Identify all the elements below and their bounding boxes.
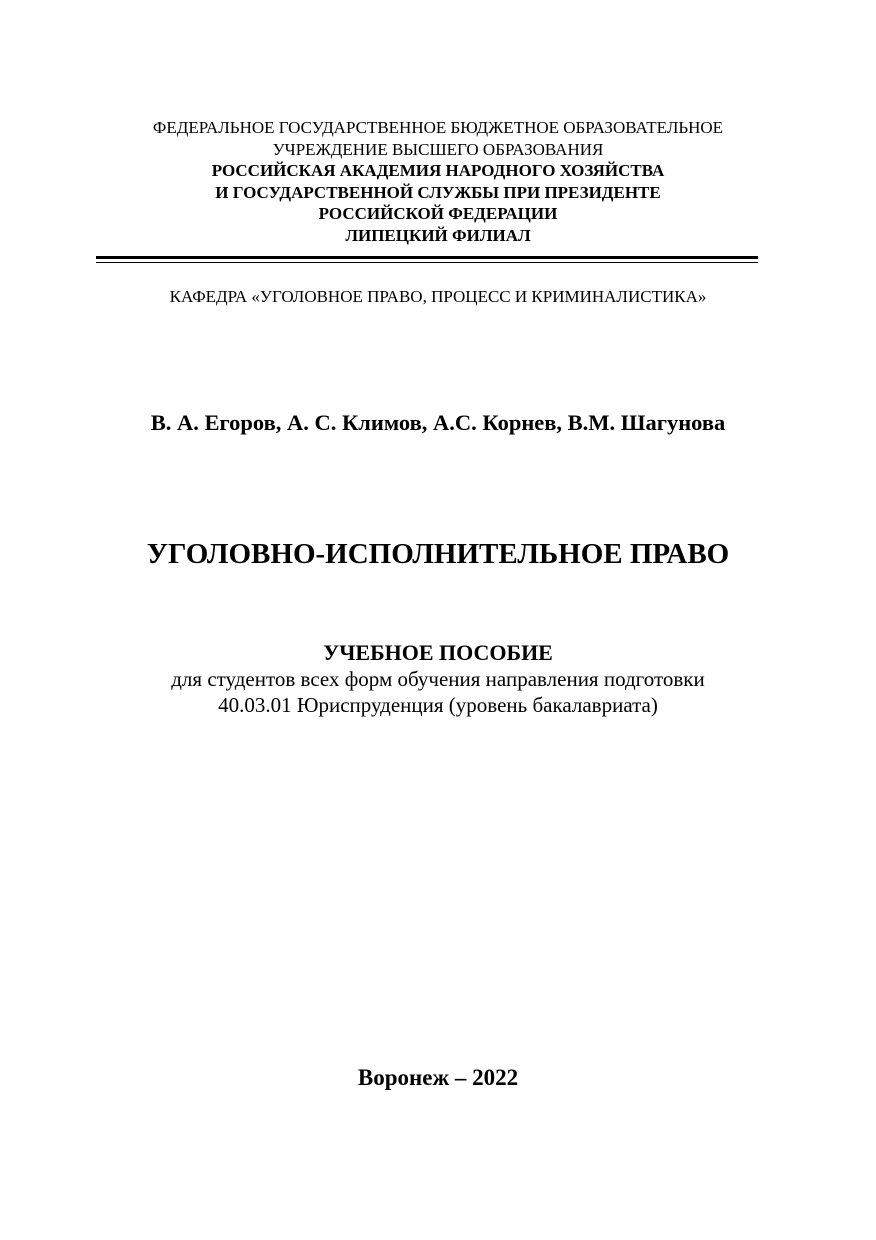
institution-line: РОССИЙСКОЙ ФЕДЕРАЦИИ	[318, 204, 558, 223]
book-title: УГОЛОВНО-ИСПОЛНИТЕЛЬНОЕ ПРАВО	[146, 538, 730, 570]
publication-info	[0, 640, 876, 718]
institution-line: И ГОСУДАРСТВЕННОЙ СЛУЖБЫ ПРИ ПРЕЗИДЕНТЕ	[215, 182, 661, 202]
header-divider-thick	[96, 256, 758, 259]
institution-line: РОССИЙСКАЯ АКАДЕМИЯ НАРОДНОГО ХОЗЯЙСТВА	[211, 161, 665, 180]
publication-type: УЧЕБНОЕ ПОСОБИЕ	[323, 640, 553, 665]
audience-line: для студентов всех форм обучения направления подготовки	[171, 667, 705, 691]
city-year: Воронеж – 2022	[357, 1065, 519, 1090]
department-name: КАФЕДРА «УГОЛОВНОЕ ПРАВО, ПРОЦЕСС И КРИМИНАЛИСТИКА»	[169, 287, 707, 306]
program-line: 40.03.01 Юриспруденция (уровень бакалавриата)	[218, 693, 658, 717]
authors-line: В. А. Егоров, А. С. Климов, А.С. Корнев, В.М. Шагунова	[150, 410, 726, 435]
institution-line: ФЕДЕРАЛЬНОЕ ГОСУДАРСТВЕННОЕ БЮДЖЕТНОЕ ОБРАЗОВАТЕЛЬНОЕ	[152, 118, 724, 137]
institution-header	[0, 117, 876, 246]
header-divider-thin	[96, 262, 758, 263]
institution-line: УЧРЕЖДЕНИЕ ВЫСШЕГО ОБРАЗОВАНИЯ	[272, 139, 604, 159]
institution-line: ЛИПЕЦКИЙ ФИЛИАЛ	[345, 225, 531, 245]
